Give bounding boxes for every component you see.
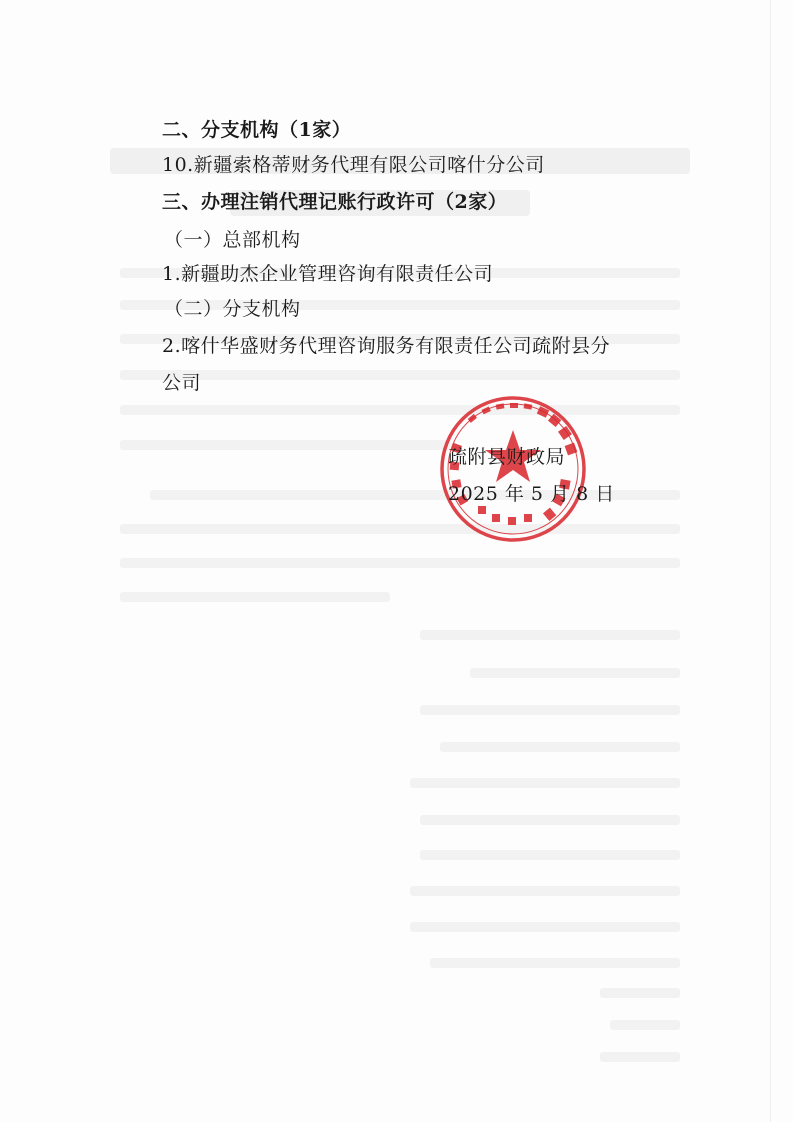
list-item: 2.喀什华盛财务代理咨询服务有限责任公司疏附县分: [162, 335, 611, 357]
list-item-continuation: 公司: [162, 372, 202, 394]
issue-date: 2025 年 5 月 8 日: [448, 483, 615, 505]
list-item: 10.新疆索格蒂财务代理有限公司喀什分公司: [162, 154, 545, 176]
page-edge-shadow: [770, 0, 771, 1122]
subsection-heading-headquarters: （一）总部机构: [164, 229, 301, 251]
subsection-heading-branch: （二）分支机构: [164, 298, 301, 320]
section-heading-cancellation: 三、办理注销代理记账行政许可（2家）: [162, 191, 508, 213]
issuer-name: 疏附县财政局: [448, 446, 566, 468]
list-item: 1.新疆助杰企业管理咨询有限责任公司: [162, 263, 494, 285]
section-heading-branch: 二、分支机构（1家）: [162, 119, 352, 141]
